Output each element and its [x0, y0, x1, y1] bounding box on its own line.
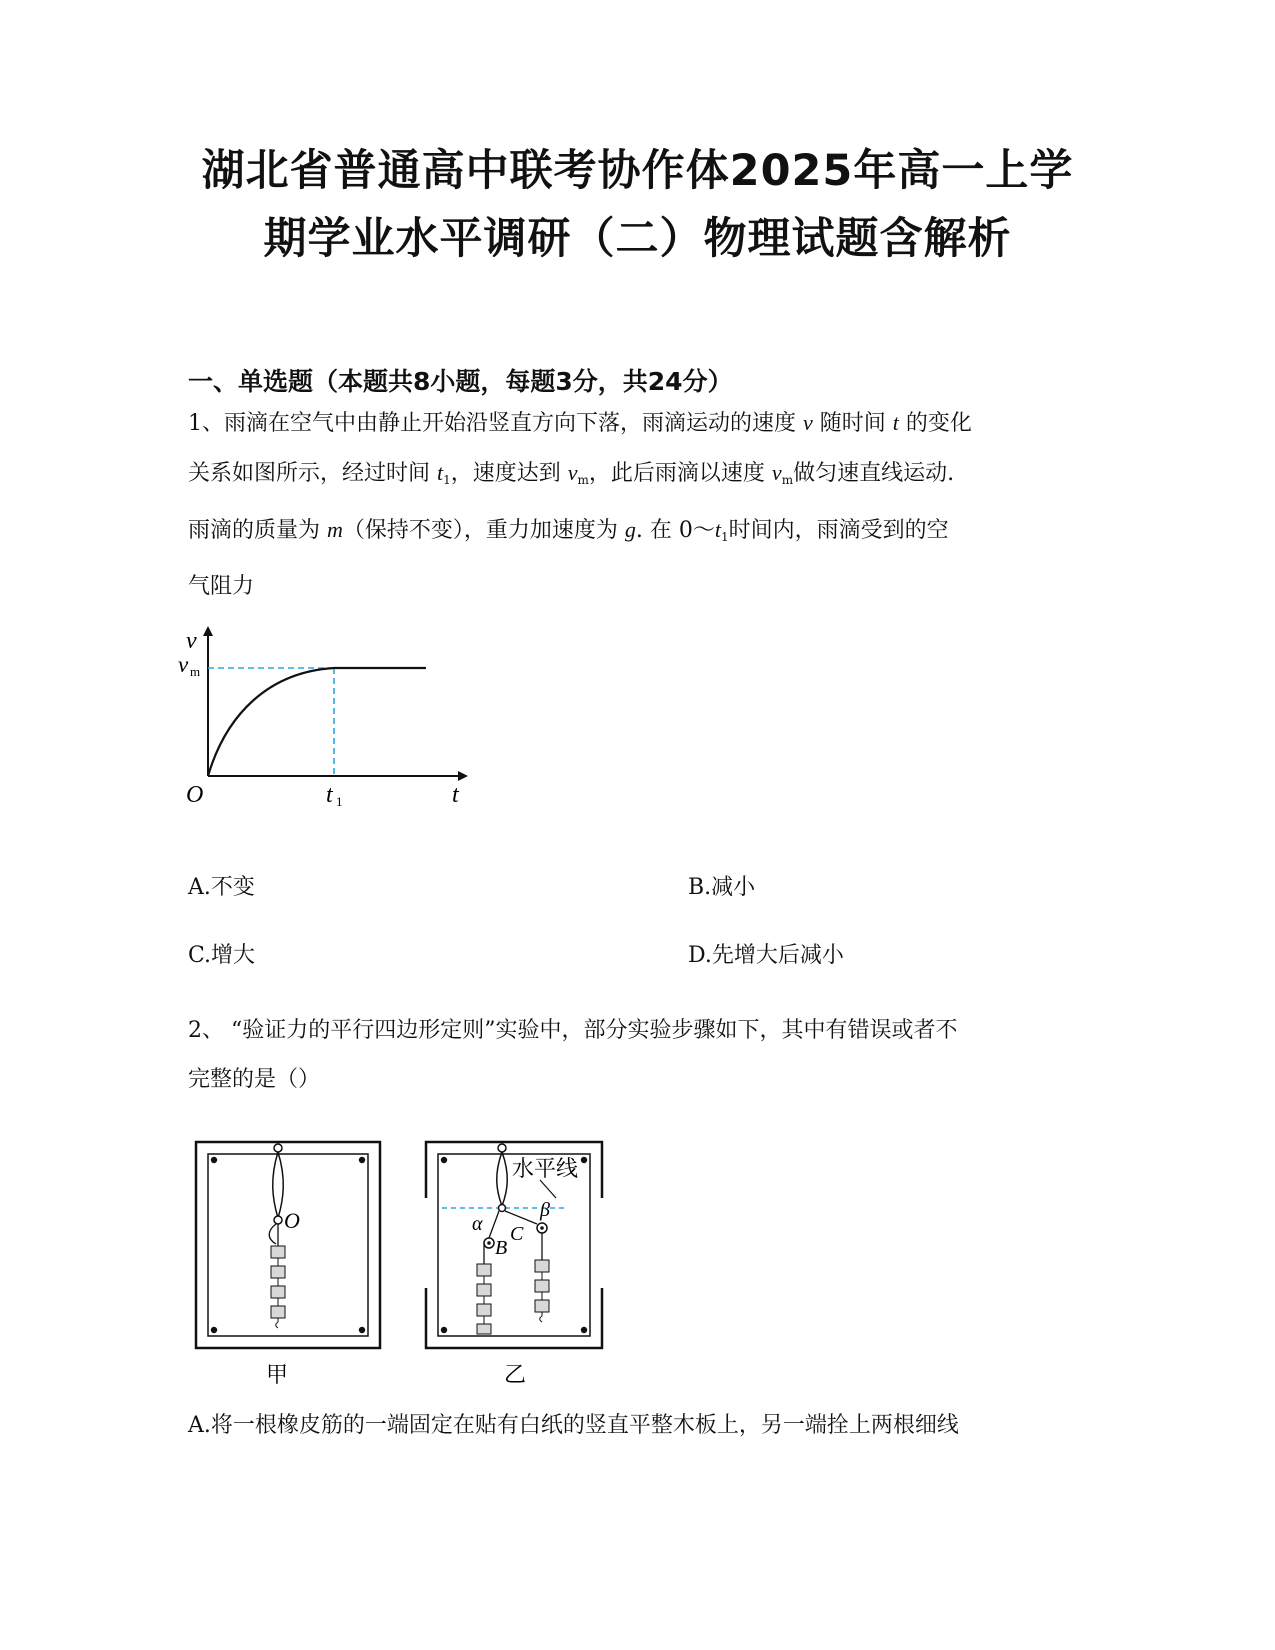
q1-text-seg: 1、雨滴在空气中由静止开始沿竖直方向下落，雨滴运动的速度 — [188, 411, 803, 436]
q1-text-seg: 随时间 — [812, 411, 893, 436]
graph-t1-label: t — [326, 782, 333, 808]
q1-text-seg: 时间内，雨滴受到的空 — [728, 518, 949, 543]
q1-text-seg: . 在 0～ — [635, 518, 715, 543]
caption-jia: 甲 — [266, 1362, 289, 1387]
horizontal-line-label: 水平线 — [512, 1156, 579, 1181]
q1-text-seg: 雨滴的质量为 — [188, 518, 327, 543]
q1-option-a: A.不变 — [188, 875, 255, 900]
q1-option-c: C.增大 — [188, 943, 256, 968]
q2-line-2: 完整的是（） — [188, 1067, 321, 1092]
caption-yi: 乙 — [504, 1362, 527, 1387]
q1-text-seg: ，速度达到 — [450, 461, 568, 486]
force-experiment-figure — [190, 1138, 640, 1388]
label-beta: β — [540, 1199, 550, 1221]
graph-origin-label: O — [186, 782, 204, 808]
q1-text-seg: 的变化 — [898, 411, 972, 436]
q2-line-1: 2、 “验证力的平行四边形定则”实验中，部分实验步骤如下，其中有错误或者不 — [188, 1018, 958, 1043]
document-title-line-1: 湖北省普通高中联考协作体2025年高一上学 — [201, 146, 1074, 196]
document-title-line-2: 期学业水平调研（二）物理试题含解析 — [263, 214, 1012, 264]
q1-var-t1: t — [437, 460, 444, 485]
q1-option-d: D.先增大后减小 — [688, 943, 844, 968]
q1-text-seg: 关系如图所示，经过时间 — [188, 461, 437, 486]
q1-text-seg: ，此后雨滴以速度 — [588, 461, 772, 486]
q1-var-t1: t — [714, 517, 721, 542]
q1-text-seg: 做匀速直线运动. — [793, 461, 955, 486]
q1-var-vm-sub: m — [577, 473, 589, 487]
q1-text-seg: （保持不变），重力加速度为 — [342, 518, 625, 543]
graph-x-label: t — [452, 782, 459, 808]
q1-var-g: g — [624, 517, 636, 542]
label-c: C — [510, 1223, 524, 1245]
q1-var-t1-sub: 1 — [443, 473, 451, 487]
q1-text-seg: 气阻力 — [188, 574, 255, 599]
velocity-curve — [208, 668, 426, 776]
q1-var-vm-sub: m — [781, 473, 794, 487]
question-2-text — [188, 1006, 1088, 1104]
q2-option-a: A.将一根橡皮筋的一端固定在贴有白纸的竖直平整木板上，另一端拴上两根细线 — [188, 1413, 959, 1438]
q1-var-t: t — [892, 410, 899, 435]
graph-vm-label: v — [178, 652, 189, 677]
q1-var-t1-sub: 1 — [721, 530, 729, 544]
q1-var-v: v — [803, 410, 813, 435]
question-1-text — [188, 398, 1088, 611]
graph-y-label: v — [186, 628, 197, 654]
section-heading: 一、单选题（本题共8小题，每题3分，共24分） — [188, 367, 733, 396]
q1-var-vm: v — [771, 460, 782, 485]
board-left — [196, 1142, 380, 1348]
label-b: B — [495, 1237, 508, 1259]
q1-option-b: B.减小 — [688, 875, 756, 900]
velocity-time-graph — [178, 620, 498, 850]
graph-vm-sub: m — [190, 664, 201, 679]
q1-var-vm: v — [567, 460, 578, 485]
q1-var-m: m — [327, 517, 343, 542]
label-o: O — [284, 1208, 300, 1233]
graph-t1-sub: 1 — [336, 794, 343, 809]
label-alpha: α — [472, 1213, 483, 1235]
